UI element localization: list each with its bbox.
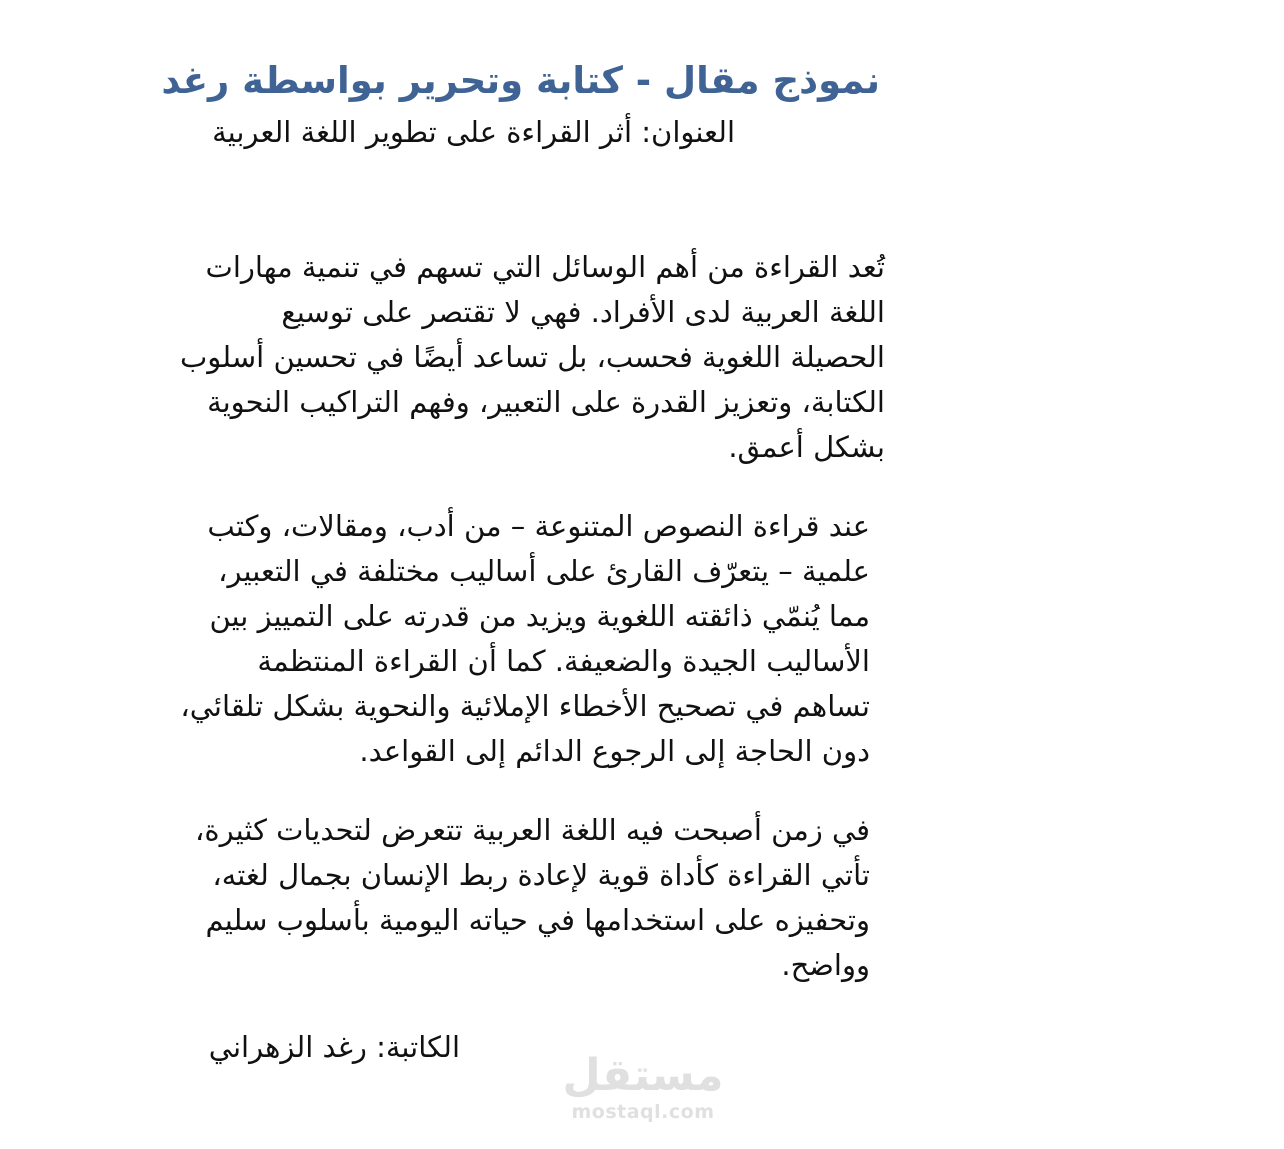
author-signature: الكاتبة: رغد الزهراني [208, 1030, 460, 1064]
watermark-logo-text: مستقل [562, 1050, 724, 1101]
watermark-domain: mostaql.com [571, 1101, 715, 1123]
paragraph-conclusion: في زمن أصبحت فيه اللغة العربية تتعرض لتحديات كثيرة، تأتي القراءة كأداة قوية لإعادة ربط الإنسان بجمال لغته، وتحفيزه على استخدامها في حياته اليومية بأسلوب سليم وواضح. [195, 813, 870, 982]
paragraph-intro: تُعد القراءة من أهم الوسائل التي تسهم في تنمية مهارات اللغة العربية لدى الأفراد. فهي لا تقتصر على توسيع الحصيلة اللغوية فحسب، بل تساعد أيضًا في تحسين أسلوب الكتابة، وتعزيز القدرة على التعبير، وفهم التراكيب النحوية بشكل أعمق. [180, 250, 885, 464]
document-page [161, 0, 1080, 1149]
article-title: العنوان: أثر القراءة على تطوير اللغة العربية [212, 115, 735, 149]
document-heading: نموذج مقال - كتابة وتحرير بواسطة رغد [161, 59, 880, 102]
paragraph-body: عند قراءة النصوص المتنوعة – من أدب، ومقالات، وكتب علمية – يتعرّف القارئ على أساليب مختلفة في التعبير، مما يُنمّي ذائقته اللغوية ويزيد من قدرته على التمييز بين الأساليب الجيدة والضعيفة. كما أن القراءة المنتظمة تساهم في تصحيح الأخطاء الإملائية والنحوية بشكل تلقائي، دون الحاجة إلى الرجوع الدائم إلى القواعد. [180, 509, 870, 768]
